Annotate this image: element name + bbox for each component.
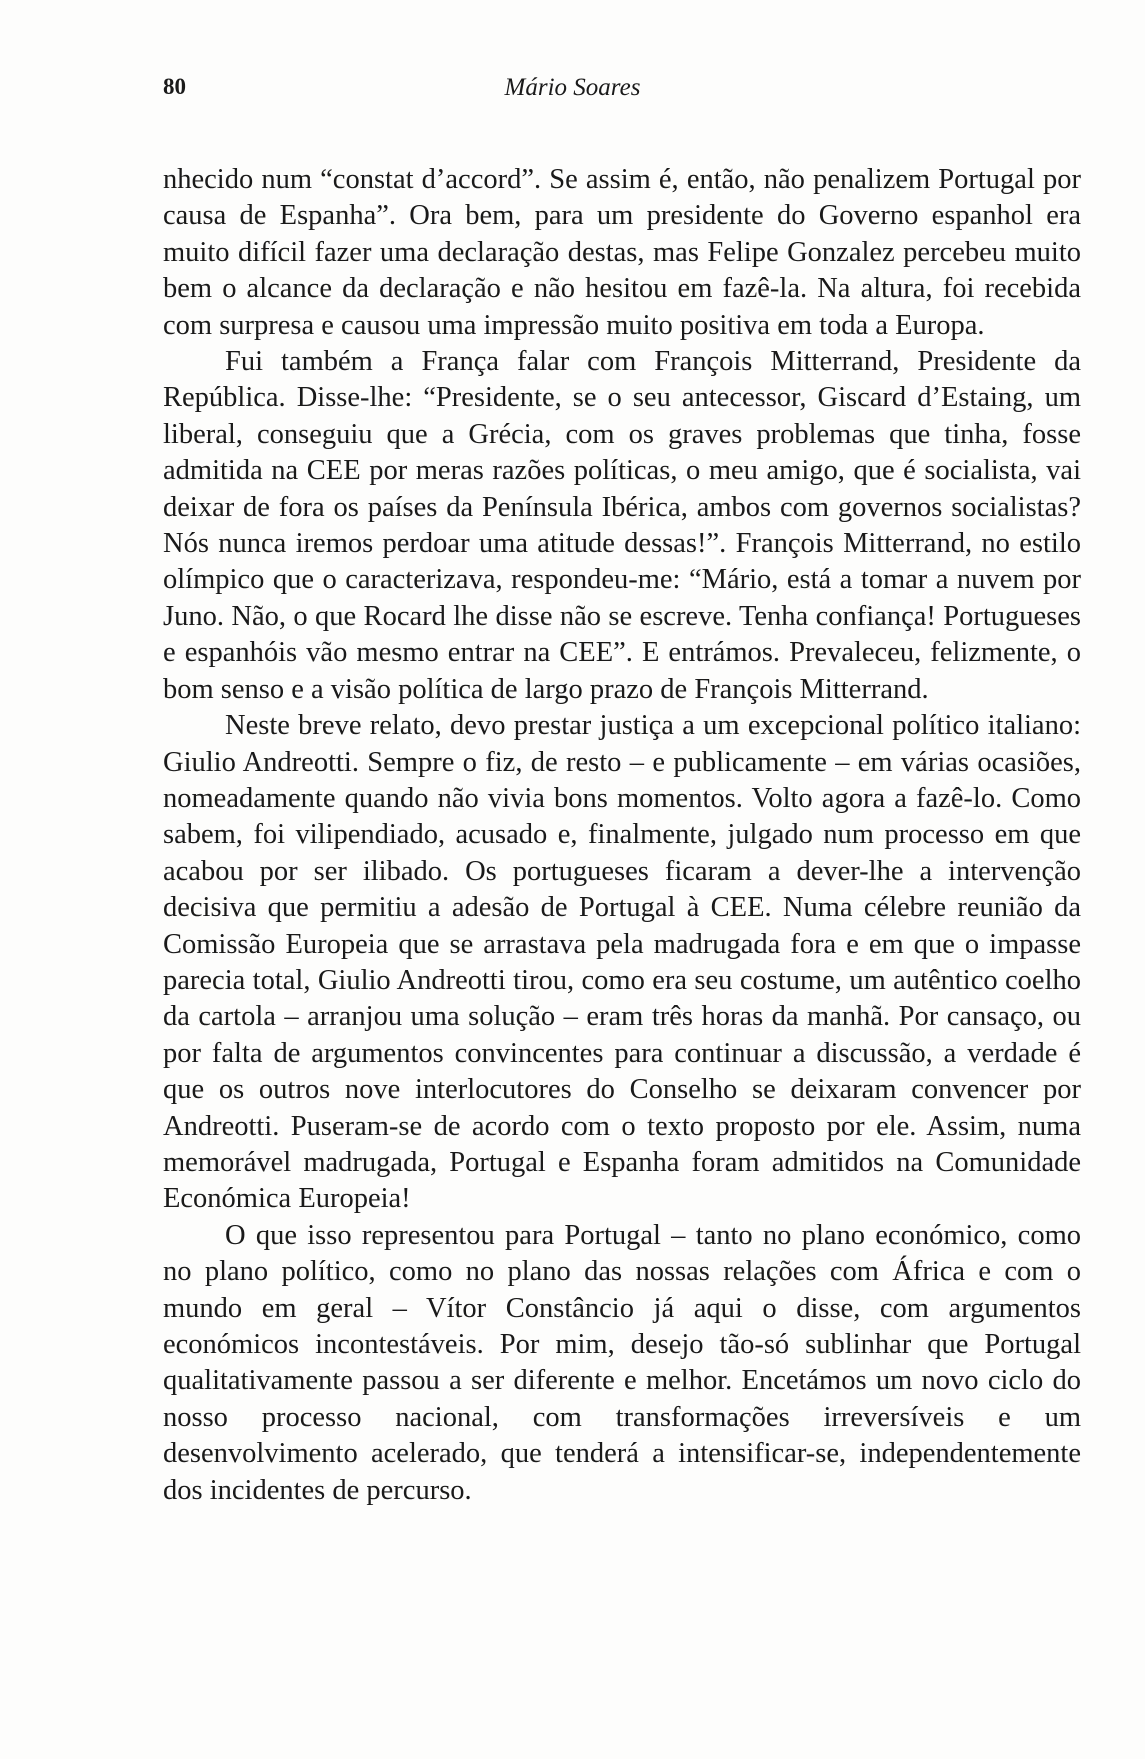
body-text — [163, 162, 1081, 1509]
paragraph-continued: nhecido num “constat d’accord”. Se assim é, então, não penalizem Portugal por causa de Espanha”. Ora bem, para um presidente do Governo espanhol era muito difícil fazer uma declaração destas, mas Felipe Gonzalez percebeu muito bem o alcance da declaração e não hesitou em fazê-la. Na altura, foi recebida com surpresa e causou uma impressão muito positiva em toda a Europa. — [163, 164, 1081, 341]
paragraph: Neste breve relato, devo prestar justiça a um excepcional político italiano: Giulio Andreotti. Sempre o fiz, de resto – e publicamente – em várias ocasiões, nomeadamente quando não vivia bons momentos. Volto agora a fazê-lo. Como sabem, foi vilipendiado, acusado e, finalmente, julgado num processo em que acabou por ser ilibado. Os portugueses ficaram a dever-lhe a intervenção decisiva que permitiu a adesão de Portugal à CEE. Numa célebre reunião da Comissão Europeia que se arrastava pela madrugada fora e em que o impasse parecia total, Giulio Andreotti tirou, como era seu costume, um autêntico coelho da cartola – arranjou uma solução – eram três horas da manhã. Por cansaço, ou por falta de argumentos convincentes para continuar a discussão, a verdade é que os outros nove interlocutores do Conselho se deixaram convencer por Andreotti. Puseram-se de acordo com o texto proposto por ele. Assim, numa memorável madrugada, Portugal e Espanha foram admitidos na Comunidade Económica Europeia! — [163, 710, 1081, 1215]
page-number: 80 — [163, 74, 186, 99]
running-head-author: Mário Soares — [504, 74, 641, 101]
paragraph: Fui também a França falar com François Mitterrand, Presidente da República. Disse-lhe: “Presidente, se o seu antecessor, Giscard d’Estaing, um liberal, conseguiu que a Grécia, com os graves problemas que tinha, fosse admitida na CEE por meras razões políticas, o meu amigo, que é socialista, vai deixar de fora os países da Península Ibérica, ambos com governos socialistas? Nós nunca iremos perdoar uma atitude dessas!”. François Mitterrand, no estilo olímpico que o caracterizava, respondeu-me: “Mário, está a tomar a nuvem por Juno. Não, o que Rocard lhe disse não se escreve. Tenha confiança! Portugueses e espanhóis vão mesmo entrar na CEE”. E entrámos. Prevaleceu, felizmente, o bom senso e a visão política de largo prazo de François Mitterrand. — [163, 346, 1081, 705]
paragraph: O que isso representou para Portugal – tanto no plano económico, como no plano político, como no plano das nossas relações com África e com o mundo em geral – Vítor Constâncio já aqui o disse, com argumentos económicos incontestáveis. Por mim, desejo tão-só sublinhar que Portugal qualitativamente passou a ser diferente e melhor. Encetámos um novo ciclo do nosso processo nacional, com transformações irreversíveis e um desenvolvimento acelerado, que tenderá a intensificar-se, independentemente dos incidentes de percurso. — [163, 1219, 1081, 1506]
